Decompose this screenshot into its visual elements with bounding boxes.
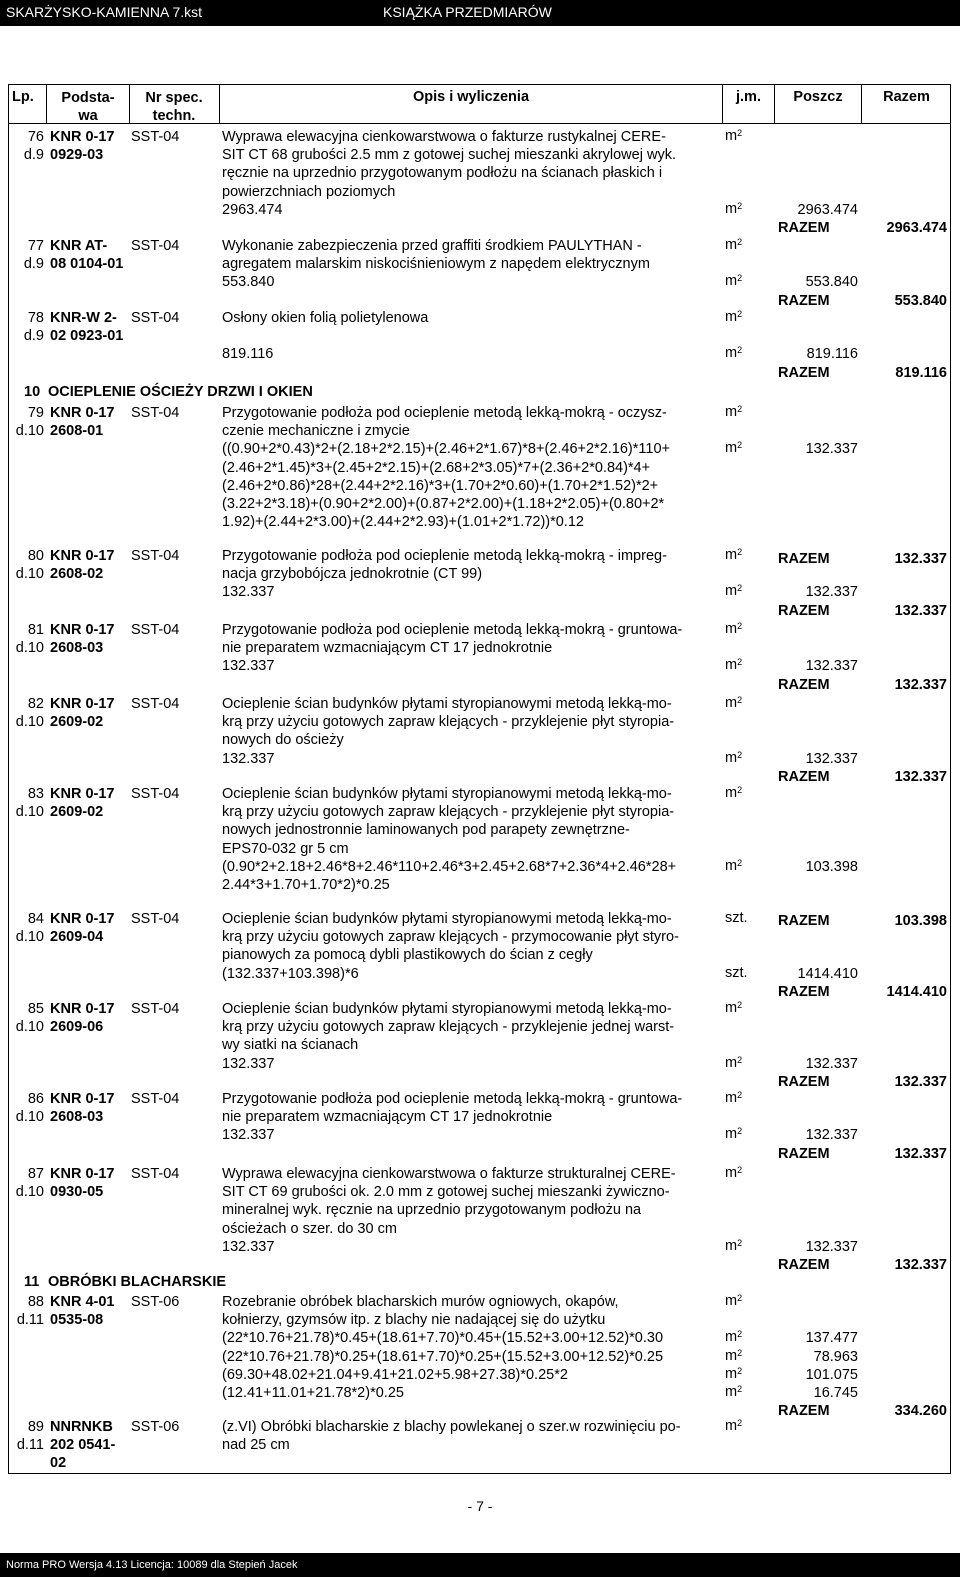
- calc-line: 819.116: [222, 346, 274, 363]
- poszcz-value: 101.075: [805, 1366, 858, 1383]
- item-lp: 86 d.10: [15, 1091, 44, 1126]
- item-lp: 77 d.9: [23, 238, 44, 273]
- item-unit: $m^2$: [725, 695, 743, 711]
- poszcz-value: 16.745: [813, 1385, 858, 1401]
- calc-line: 132.337: [222, 584, 275, 601]
- calc-line: 2963.474: [222, 201, 283, 218]
- item-lp: 85 d.10: [15, 1001, 44, 1036]
- calc-line: 132.337: [222, 1055, 275, 1072]
- col-nr-spec: Nr spec. techn.: [145, 90, 203, 124]
- item-base: KNR 0-17 2608-03: [50, 1091, 115, 1126]
- calc-unit: $m^2$: [725, 273, 743, 290]
- item-description: Wykonanie zabezpieczenia przed graffiti środkiem PAULYTHAN - agregatem malarskim niskociśnieniowym z napędem elektrycznym: [222, 238, 650, 273]
- item-base: KNR 0-17 2609-02: [50, 696, 115, 731]
- item-lp: 78 d.9: [23, 310, 44, 345]
- item-lp: 82 d.10: [15, 696, 44, 731]
- razem-value: 132.337: [894, 1145, 947, 1162]
- item-base: KNR 0-17 0929-03: [50, 129, 115, 164]
- col-opis: Opis i wyliczenia: [412, 89, 530, 105]
- calc-unit: $m^2$: [725, 345, 743, 362]
- item-description: Wyprawa elewacyjna cienkowarstwowa o fakturze rustykalnej CERE- SIT CT 68 grubości 2.5 mm z gotowej suchej mieszanki akrylowej wyk. ręcznie na uprzednio przygotowanym podłożu na ścianach płaskich i powierzchniach poziomych: [222, 129, 676, 200]
- poszcz-value: 132.337: [805, 658, 858, 675]
- razem-label: RAZEM: [778, 983, 830, 1000]
- item-lp: 87 d.10: [15, 1166, 44, 1201]
- footer-bar: [0, 1553, 960, 1577]
- file-name: SKARŻYSKO-KAMIENNA 7.kst: [6, 4, 203, 20]
- item-base: KNR 0-17 0930-05: [50, 1166, 115, 1201]
- calc-unit: $m^2$: [725, 1347, 743, 1364]
- razem-value: 2963.474: [886, 220, 947, 236]
- item-unit: $m^2$: [725, 785, 743, 801]
- item-description: Ocieplenie ścian budynków płytami styropianowymi metodą lekką-mo- krą przy użyciu gotowych zapraw klejących - przyklejenie jednej warst- wy siatki na ścianach: [222, 1001, 675, 1054]
- calc-line: 132.337: [222, 658, 275, 675]
- poszcz-value: 78.963: [813, 1348, 858, 1365]
- section-title: OCIEPLENIE OŚCIEŻY DRZWI I OKIEN: [48, 384, 313, 400]
- item-unit: $m^2$: [725, 237, 743, 253]
- calc-unit: $m^2$: [725, 200, 743, 217]
- item-lp: 84 d.10: [15, 911, 44, 946]
- razem-label: RAZEM: [778, 1403, 830, 1420]
- col-razem: Razem: [883, 89, 930, 105]
- item-description: Rozebranie obróbek blacharskich murów ogniowych, okapów, kołnierzy, gzymsów itp. z blachy nie nadającej się do użytku: [222, 1294, 619, 1329]
- item-unit: $m^2$: [725, 547, 743, 563]
- calc-unit: $m^2$: [725, 583, 743, 600]
- poszcz-value: 132.337: [805, 1055, 858, 1072]
- item-description: Ocieplenie ścian budynków płytami styropianowymi metodą lekką-mo- krą przy użyciu gotowych zapraw klejących - przymocowanie płyt styro- pianowych za pomocą dybli plastikowych do ścian z cegły: [222, 911, 679, 964]
- item-spec: SST-06: [131, 1294, 180, 1310]
- item-unit: szt.: [725, 910, 748, 926]
- razem-value: 132.337: [894, 1257, 947, 1273]
- poszcz-value: 1414.410: [797, 965, 858, 982]
- poszcz-value: 132.337: [805, 1238, 858, 1255]
- item-base: KNR AT- 08 0104-01: [50, 238, 124, 273]
- item-unit: $m^2$: [725, 1418, 743, 1434]
- item-spec: SST-04: [131, 548, 180, 564]
- item-base: KNR 0-17 2608-01: [50, 405, 115, 440]
- calc-line: (0.90*2+2.18+2.46*8+2.46*110+2.46*3+2.45+2.68*7+2.36*4+2.46*28+ 2.44*3+1.70+1.70*2)*0.25: [222, 858, 677, 893]
- document-title: KSIĄŻKA PRZEDMIARÓW: [383, 4, 552, 20]
- razem-label: RAZEM: [778, 676, 830, 693]
- poszcz-value: 132.337: [805, 750, 858, 767]
- razem-value: 132.337: [894, 602, 947, 619]
- col-lp: Lp.: [12, 89, 34, 105]
- item-spec: SST-04: [131, 1166, 180, 1182]
- poszcz-value: 132.337: [805, 584, 858, 601]
- col-podstawa: Podsta- wa: [61, 90, 115, 124]
- item-unit: $m^2$: [725, 309, 743, 325]
- document-header-bar: [0, 0, 960, 26]
- razem-value: 553.840: [894, 292, 947, 309]
- item-description: Wyprawa elewacyjna cienkowarstwowa o fakturze strukturalnej CERE- SIT CT 69 grubości ok. 2.0 mm z gotowej suchej mieszanki żywiczno- mineralnej wyk. ręcznie na uprzednio przygotowanym podłożu na ościeżach o szer. do 30 cm: [222, 1166, 676, 1237]
- item-spec: SST-04: [131, 622, 180, 638]
- calc-line: (22*10.76+21.78)*0.45+(18.61+7.70)*0.45+(15.52+3.00+12.52)*0.30: [222, 1330, 664, 1347]
- item-lp: 76 d.9: [23, 129, 44, 164]
- item-lp: 88 d.11: [16, 1294, 44, 1329]
- razem-label: RAZEM: [778, 1257, 830, 1273]
- poszcz-value: 819.116: [806, 346, 858, 363]
- item-base: KNR-W 2- 02 0923-01: [50, 310, 124, 345]
- item-spec: SST-04: [131, 696, 180, 712]
- section-number: 10: [24, 384, 41, 400]
- item-spec: SST-04: [131, 1091, 180, 1107]
- razem-value: 334.260: [894, 1403, 947, 1420]
- calc-unit: szt.: [725, 964, 748, 981]
- item-spec: SST-04: [131, 405, 180, 421]
- poszcz-value: 132.337: [805, 441, 858, 458]
- calc-line: 132.337: [222, 1127, 275, 1144]
- item-unit: $m^2$: [725, 621, 743, 637]
- razem-label: RAZEM: [778, 1145, 830, 1162]
- item-base: KNR 0-17 2608-02: [50, 548, 115, 583]
- razem-value: 819.116: [895, 364, 947, 381]
- item-lp: 80 d.10: [15, 548, 44, 583]
- section-title: OBRÓBKI BLACHARSKIE: [48, 1274, 227, 1290]
- item-description: Przygotowanie podłoża pod ocieplenie metodą lekką-mokrą - impreg- nacja grzybobójcza jednokrotnie (CT 99): [222, 548, 667, 583]
- razem-value: 132.337: [894, 1073, 947, 1090]
- item-description: Przygotowanie podłoża pod ocieplenie metodą lekką-mokrą - oczysz- czenie mechaniczne i zmycie: [222, 405, 667, 440]
- item-description: (z.VI) Obróbki blacharskie z blachy powlekanej o szer.w rozwinięciu po- nad 25 cm: [222, 1419, 681, 1454]
- razem-value: 103.398: [894, 913, 947, 930]
- razem-value: 132.337: [894, 550, 947, 567]
- calc-unit: $m^2$: [725, 440, 743, 457]
- calc-unit: $m^2$: [725, 857, 743, 874]
- item-description: Ocieplenie ścian budynków płytami styropianowymi metodą lekką-mo- krą przy użyciu gotowych zapraw klejących - przyklejenie płyt styropia- nowych jednostronnie laminowanych pod parapety zewnętrzne- EPS70-032 gr 5 cm: [222, 786, 675, 857]
- item-spec: SST-04: [131, 238, 180, 254]
- item-base: KNR 0-17 2609-02: [50, 786, 115, 821]
- poszcz-value: 553.840: [805, 274, 858, 291]
- item-base: KNR 0-17 2608-03: [50, 622, 115, 657]
- poszcz-value: 132.337: [805, 1127, 858, 1144]
- item-unit: $m^2$: [725, 128, 743, 144]
- item-spec: SST-04: [131, 786, 180, 802]
- razem-label: RAZEM: [778, 768, 830, 785]
- poszcz-value: 2963.474: [797, 201, 858, 218]
- calc-unit: $m^2$: [725, 749, 743, 766]
- item-description: Ocieplenie ścian budynków płytami styropianowymi metodą lekką-mo- krą przy użyciu gotowych zapraw klejących - przyklejenie płyt styropia- nowych do ościeży: [222, 696, 675, 749]
- razem-label: RAZEM: [778, 1073, 830, 1090]
- calc-unit: $m^2$: [725, 657, 743, 674]
- item-base: KNR 0-17 2609-06: [50, 1001, 115, 1036]
- item-lp: 89 d.11: [16, 1419, 44, 1454]
- poszcz-value: 137.477: [805, 1330, 858, 1347]
- item-unit: $m^2$: [725, 404, 743, 420]
- razem-label: RAZEM: [778, 550, 830, 567]
- item-spec: SST-04: [131, 911, 180, 927]
- item-unit: $m^2$: [725, 1090, 743, 1106]
- calc-unit: $m^2$: [725, 1329, 743, 1346]
- item-base: KNR 4-01 0535-08: [50, 1294, 115, 1329]
- item-lp: 83 d.10: [15, 786, 44, 821]
- calc-line: ((0.90+2*0.43)*2+(2.18+2*2.15)+(2.46+2*1.67)*8+(2.46+2*2.16)*110+ (2.46+2*1.45)*3+(2.45+2*2.15)+(2.68+2*3.05)*7+(2.36+2*0.84)*4+ (2.46+2*0.86)*28+(2.44+2*2.16)*3+(1.70+2*0.60)+(1.70+2*1.52)*2+ (3.22+2*3.18)+(0.90+2*2.00)+(0.87+2*2.00)+(1.18+2*2.05)+(0.80+2* 1.92)+(2.44+2*3.00)+(2.44+2*2.93)+(1.01+2*1.72))*0.12: [222, 441, 670, 531]
- item-description: Osłony okien folią polietylenowa: [222, 310, 429, 326]
- item-spec: SST-04: [131, 129, 180, 145]
- item-spec: SST-04: [131, 310, 180, 326]
- calc-unit: $m^2$: [725, 1237, 743, 1254]
- calc-unit: $m^2$: [725, 1126, 743, 1143]
- item-spec: SST-04: [131, 1001, 180, 1017]
- footer-license: Norma PRO Wersja 4.13 Licencja: 10089 dla Stepień Jacek: [6, 1559, 298, 1571]
- item-unit: $m^2$: [725, 1165, 743, 1181]
- item-lp: 81 d.10: [15, 622, 44, 657]
- item-lp: 79 d.10: [15, 405, 44, 440]
- item-description: Przygotowanie podłoża pod ocieplenie metodą lekką-mokrą - gruntowa- nie preparatem wzmacniającym CT 17 jednokrotnie: [222, 1091, 683, 1126]
- razem-label: RAZEM: [778, 913, 830, 930]
- razem-label: RAZEM: [778, 220, 830, 236]
- item-unit: $m^2$: [725, 1293, 743, 1309]
- poszcz-value: 103.398: [805, 858, 858, 875]
- item-base: NNRNKB 202 0541- 02: [50, 1419, 116, 1472]
- razem-value: 1414.410: [886, 983, 947, 1000]
- calc-unit: $m^2$: [725, 1054, 743, 1071]
- razem-value: 132.337: [894, 768, 947, 785]
- calc-line: (69.30+48.02+21.04+9.41+21.02+5.98+27.38)*0.25*2: [222, 1366, 568, 1383]
- razem-label: RAZEM: [778, 292, 830, 309]
- razem-value: 132.337: [894, 676, 947, 693]
- razem-label: RAZEM: [778, 364, 830, 381]
- razem-label: RAZEM: [778, 602, 830, 619]
- item-spec: SST-06: [131, 1419, 180, 1435]
- calc-line: (12.41+11.01+21.78*2)*0.25: [222, 1385, 404, 1401]
- calc-line: (132.337+103.398)*6: [222, 965, 359, 982]
- page-number: - 7 -: [467, 1498, 493, 1514]
- calc-line: 132.337: [222, 750, 275, 767]
- item-base: KNR 0-17 2609-04: [50, 911, 115, 946]
- calc-line: (22*10.76+21.78)*0.25+(18.61+7.70)*0.25+(15.52+3.00+12.52)*0.25: [222, 1348, 664, 1365]
- section-number: 11: [24, 1274, 40, 1290]
- col-poszcz: Poszcz: [793, 89, 843, 105]
- calc-unit: $m^2$: [725, 1365, 743, 1382]
- item-unit: $m^2$: [725, 1000, 743, 1016]
- item-description: Przygotowanie podłoża pod ocieplenie metodą lekką-mokrą - gruntowa- nie preparatem wzmacniającym CT 17 jednokrotnie: [222, 622, 683, 657]
- col-jm: j.m.: [736, 89, 761, 105]
- calc-unit: $m^2$: [725, 1384, 743, 1400]
- calc-line: 132.337: [222, 1238, 275, 1255]
- calc-line: 553.840: [222, 274, 275, 291]
